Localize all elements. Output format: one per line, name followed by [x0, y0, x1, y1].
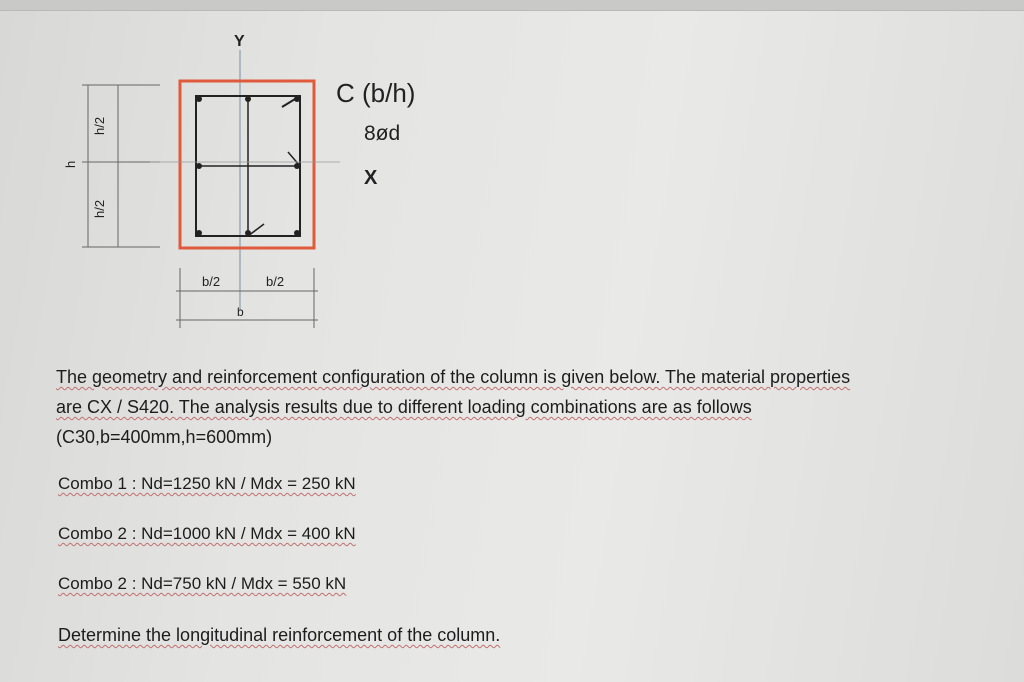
problem-paragraph [56, 362, 996, 452]
rebar-7 [245, 230, 251, 236]
dim-b-label: b [237, 305, 244, 319]
paragraph-line-2: are CX / S420. The analysis results due to different loading combinations are as follows [56, 397, 752, 417]
rebar-4 [196, 163, 202, 169]
rebar-label: 8ød [364, 122, 401, 145]
combo-2: Combo 2 : Nd=1000 kN / Mdx = 400 kN [58, 524, 356, 543]
rebar-8 [294, 230, 300, 236]
rebar-1 [196, 96, 202, 102]
dim-b2-right-label: b/2 [266, 274, 285, 289]
y-axis-label: Y [234, 33, 245, 50]
rebar-3 [294, 96, 300, 102]
dim-h2-bottom-label: h/2 [92, 199, 107, 218]
document-page [0, 10, 1024, 682]
rebar-6 [196, 230, 202, 236]
combo-1: Combo 1 : Nd=1250 kN / Mdx = 250 kN [58, 474, 356, 493]
rebar-2 [245, 96, 251, 102]
rebar-5 [294, 163, 300, 169]
paragraph-line-3: (C30,b=400mm,h=600mm) [56, 427, 273, 447]
dim-h2-top-label: h/2 [92, 116, 107, 135]
paragraph-line-1: The geometry and reinforcement configuration of the column is given below. The material properties [56, 367, 851, 387]
dim-b2-left-label: b/2 [202, 274, 221, 289]
question-text: Determine the longitudinal reinforcement of the column. [58, 625, 501, 645]
combo-3: Combo 2 : Nd=750 kN / Mdx = 550 kN [58, 574, 347, 593]
section-title: C (b/h) [336, 78, 416, 108]
x-axis-label: X [364, 167, 378, 189]
dim-h-label: h [63, 160, 78, 168]
